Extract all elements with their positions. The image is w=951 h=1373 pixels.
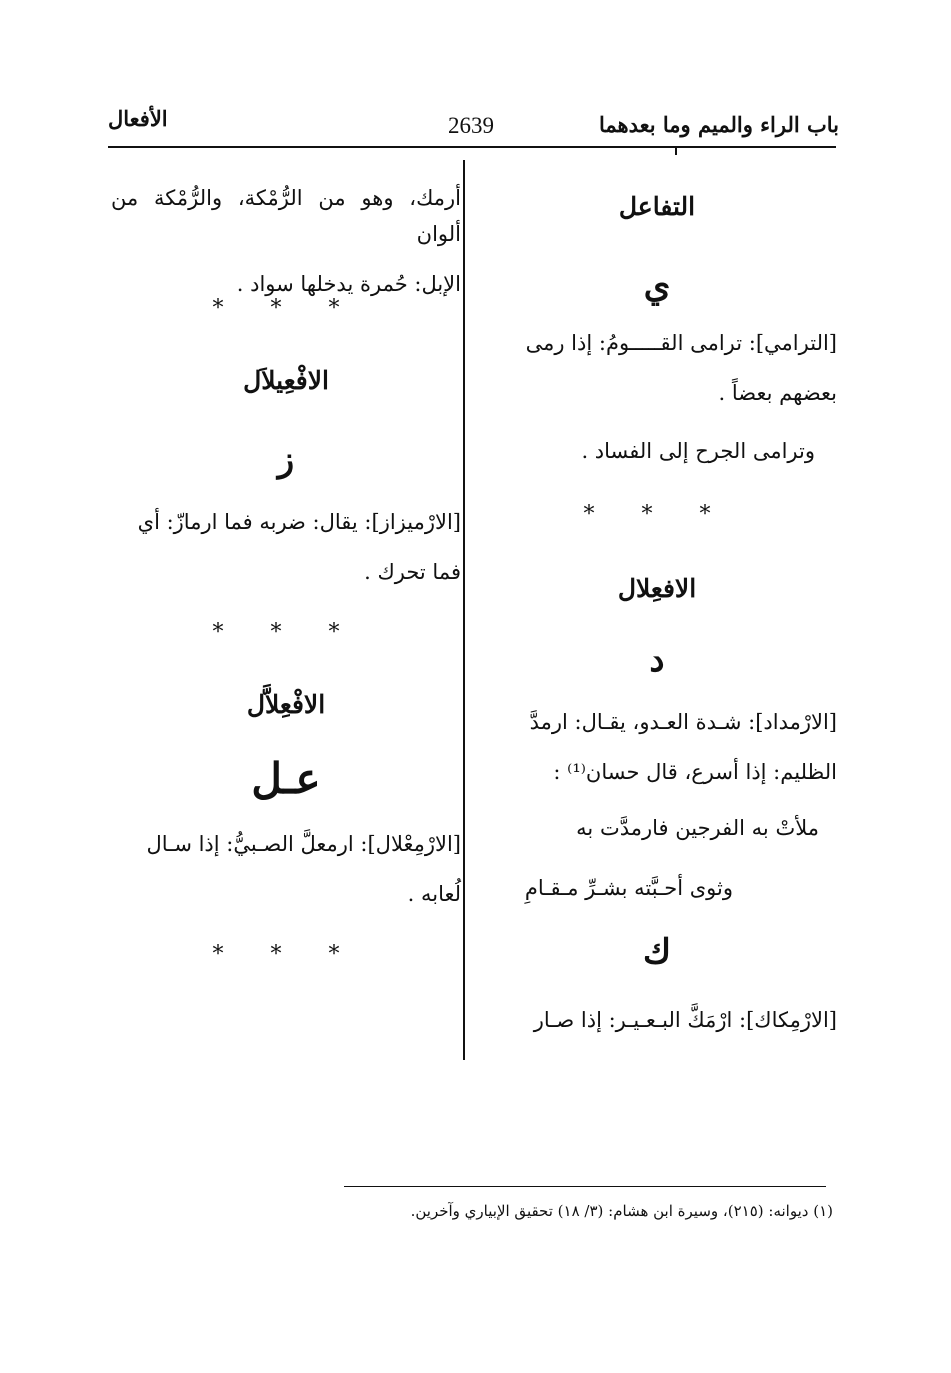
verse-line-2: وثوى أحـبَّته بشـرِّ مـقـامِ (524, 876, 733, 900)
entry-line: بعضهم بعضاً . (718, 381, 837, 405)
section-title: الأفعال (108, 106, 168, 131)
entry-line: الإبل: حُمرة يدخلها سواد . (236, 272, 461, 296)
root-ya: ي (643, 266, 671, 306)
entry-line: [الارْمداد]: شـدة العـدو، يقـال: ارمدَّ (529, 710, 837, 734)
heading-ifillal: الافْعِلاَّل (246, 690, 326, 719)
entry-line: وترامى الجرح إلى الفساد . (581, 439, 815, 463)
root-ayn-lam: عـل (251, 754, 321, 803)
entry-line: لُعابه . (407, 882, 461, 906)
entry-irmidad (477, 704, 837, 790)
entry-line: فما تحرك . (364, 560, 461, 584)
entry-irmikak-start: [الارْمِكاك]: ارْمَكَّ البـعـيـر: إذا صـار (533, 1008, 837, 1032)
entry-line: [الارْميزاز]: يقال: ضربه فما ارمازّ: أي (137, 510, 461, 534)
entry-irmiyaz (111, 504, 461, 590)
root-dal: د (649, 640, 665, 680)
page-number: 2639 (448, 113, 494, 138)
entry-irmikak-continued (111, 180, 461, 302)
entry-line: [الترامي]: ترامى القـــــومُ: إذا رمى (525, 331, 837, 355)
footnote-rule (344, 1186, 826, 1187)
entry-line: أرمك، وهو من الرُّمْكة، والرُّمْكة من ألوان (111, 186, 461, 246)
heading-ifiilal: الافْعِيلاَل (243, 366, 329, 395)
entry-line: [الارْمِعْلال]: ارمعلَّ الصـبيُّ: إذا سـال (146, 832, 461, 856)
separator-stars: * * * (212, 942, 360, 967)
header-rule (108, 146, 836, 148)
separator-stars: * * * (212, 296, 360, 321)
heading-tafaul: التفاعل (618, 192, 696, 221)
root-kaf: ك (642, 932, 672, 972)
footnote: (١) ديوانه: (٢١٥)، وسيرة ابن هشام: (٣/ ١٨) تحقيق الإبياري وآخرين. (410, 1202, 833, 1220)
root-zay: ز (277, 440, 295, 480)
heading-ifilal: الافعِلال (617, 574, 697, 603)
entry-irmiilal (111, 826, 461, 912)
chapter-title: باب الراء والميم وما بعدهما (598, 112, 839, 137)
separator-stars: * * * (583, 502, 731, 527)
verse-line-1: ملأتْ به الفرجين فارمدَّت به (576, 816, 819, 840)
entry-line: الظليم: إذا أسرع، قال حسان⁽¹⁾ : (553, 760, 837, 784)
column-divider (463, 160, 465, 1060)
separator-stars: * * * (212, 620, 360, 645)
header-tick (675, 146, 677, 155)
entry-taramy (477, 325, 837, 469)
